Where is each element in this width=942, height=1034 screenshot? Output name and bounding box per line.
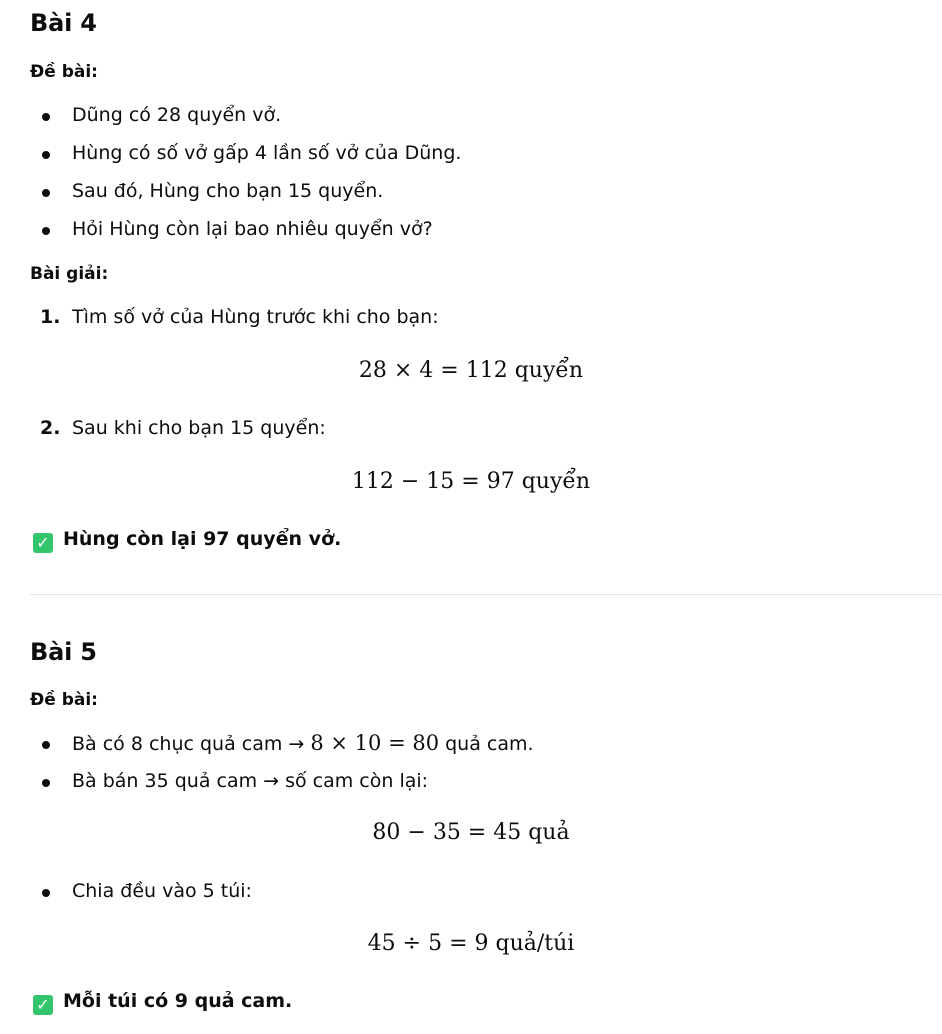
bai4-giai-label: Bài giải:	[30, 264, 109, 284]
bai4-step-1	[30, 304, 942, 330]
bai4-step-1-equation: 28 × 4 = 112 quyển	[358, 358, 584, 383]
item-suffix: quả cam.	[445, 733, 534, 755]
list-item: Sau đó, Hùng cho bạn 15 quyển.	[30, 178, 942, 216]
bai5-equation-1: 80 − 35 = 45 quả	[372, 820, 570, 845]
list-item: Bà bán 35 quả cam → số cam còn lại:	[30, 768, 942, 806]
list-item: Dũng có 28 quyển vở.	[30, 102, 942, 140]
step-text: Sau khi cho bạn 15 quyển:	[72, 417, 326, 439]
list-item	[30, 730, 942, 768]
bai4-title: Bài 4	[30, 9, 97, 37]
step-text: Tìm số vở của Hùng trước khi cho bạn:	[72, 306, 439, 328]
white-check-mark-icon: ✓	[33, 533, 53, 553]
bai5-answer-text: Mỗi túi có 9 quả cam.	[63, 990, 293, 1012]
bai5-title: Bài 5	[30, 638, 97, 666]
bai5-de-bai-label: Đề bài:	[30, 690, 98, 710]
bai4-problem-list	[30, 102, 942, 254]
section-divider	[30, 594, 942, 595]
bai4-step-2-equation: 112 − 15 = 97 quyển	[351, 469, 591, 494]
inline-equation: 8 × 10 = 80	[310, 731, 440, 755]
item-text: Bà có 8 chục quả cam →	[72, 733, 305, 755]
bai4-answer	[30, 526, 942, 553]
bai4-answer-text: Hùng còn lại 97 quyển vở.	[63, 528, 342, 550]
list-item: Hùng có số vở gấp 4 lần số vở của Dũng.	[30, 140, 942, 178]
bai5-list-b	[30, 878, 942, 916]
step-number: 2.	[40, 417, 61, 439]
bai4-step-2	[30, 415, 942, 441]
list-item: Hỏi Hùng còn lại bao nhiêu quyển vở?	[30, 216, 942, 254]
list-item: Chia đều vào 5 túi:	[30, 878, 942, 916]
bai5-answer	[30, 988, 942, 1015]
bai4-de-bai-label: Đề bài:	[30, 62, 98, 82]
bai5-equation-2: 45 ÷ 5 = 9 quả/túi	[367, 931, 575, 956]
step-number: 1.	[40, 306, 61, 328]
bai5-list-a	[30, 730, 942, 806]
white-check-mark-icon: ✓	[33, 995, 53, 1015]
